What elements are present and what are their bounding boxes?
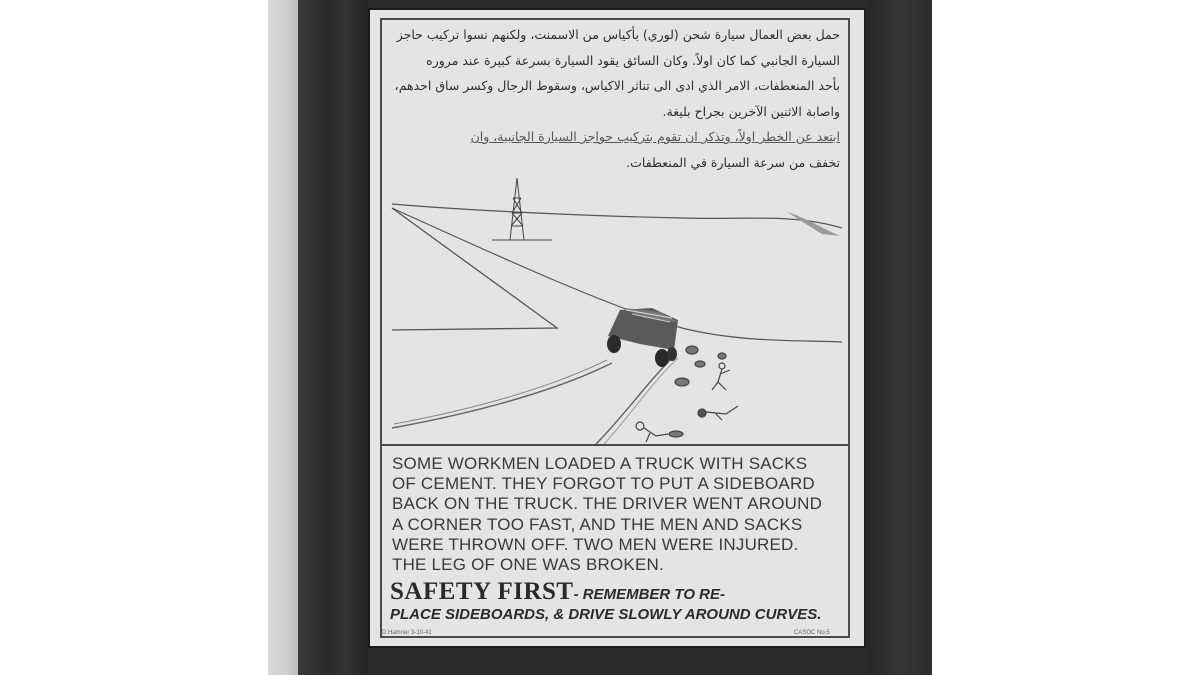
photo [268,0,932,675]
english-line: A CORNER TOO FAST, AND THE MEN AND SACKS [392,514,803,534]
english-line: OF CEMENT. THEY FORGOT TO PUT A SIDEBOARD [392,474,815,494]
frame-left [298,0,368,675]
english-line: WERE THROWN OFF. TWO MEN WERE INJURED. [392,534,799,554]
arabic-line: بأحد المنعطفات، الامر الذي ادى الى تناثر الاكياس، وسقوط الرجال وكسر ساق احدهم، [394,78,840,93]
truck [607,308,678,367]
safety-reminder-line2: PLACE SIDEBOARDS, & DRIVE SLOWLY AROUND CURVES. [390,606,822,623]
safety-title: SAFETY FIRST [390,578,574,605]
arabic-line: السيارة الجانبي كما كان اولاً. وكان السائق يقود السيارة بسرعة كبيرة عند مروره [426,52,840,68]
frame-right [868,0,932,675]
safety-poster [368,8,866,648]
arabic-line: واصابة الاثنين الآخرين بجراح بليغة. [662,103,840,119]
artist-credit: D.Hamner 3-10-41 [382,630,432,636]
arabic-line: ابتعد عن الخطر اولاً، وتذكر ان تقوم بتركيب حواجز السيارة الجانبية، وان [470,129,840,144]
english-line: SOME WORKMEN LOADED A TRUCK WITH SACKS [392,454,808,473]
english-line: BACK ON THE TRUCK. THE DRIVER WENT AROUND [392,494,823,514]
section-divider [382,444,848,446]
derrick [492,178,552,240]
poster-number: CASOC No.5 [794,630,830,636]
arabic-line: تخفف من سرعة السيارة في المنعطفات. [626,154,840,170]
arabic-text [390,22,840,175]
english-line: THE LEG OF ONE WAS BROKEN. [392,555,664,575]
truck-illustration [382,168,848,444]
wall [268,0,298,675]
fallen-men-and-sacks [636,346,738,442]
english-text [392,454,848,575]
safety-reminder-line1: - REMEMBER TO RE- [573,586,725,603]
safety-message [390,578,860,623]
arabic-line: حمل بعض العمال سيارة شحن (لوري) بأكياس من الاسمنت، ولكنهم نسوا تركيب حاجز [396,27,840,42]
